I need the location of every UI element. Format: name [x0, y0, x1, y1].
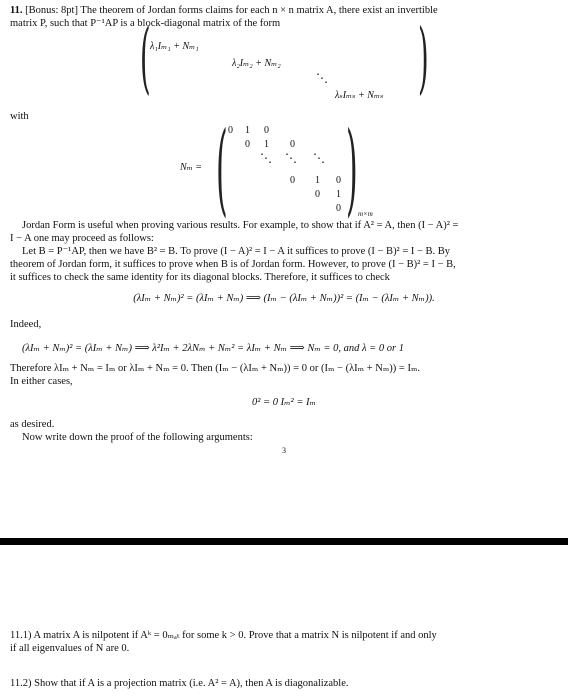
nm-r2-c2: 1 [264, 139, 269, 150]
nm-left-paren: ( [216, 110, 228, 227]
nm-dots-2: ⋱ [285, 151, 297, 165]
nm-r1-c3: 0 [264, 125, 269, 136]
problem-header-text: [Bonus: 8pt] The theorem of Jordan forms claims for each n × n matrix A, there exist an invertible [25, 5, 438, 16]
body-line-7: In either cases, [10, 376, 73, 387]
nm-r4-c2: 1 [336, 189, 341, 200]
nm-r2-c1: 0 [245, 139, 250, 150]
nm-right-paren: ) [346, 110, 358, 227]
equation-1: (λIₘ + Nₘ)² = (λIₘ + Nₘ) ⟹ (Iₘ − (λIₘ + Nₘ))² = (Iₘ − (λIₘ + Nₘ)). [133, 293, 435, 304]
body-line-8: as desired. [10, 419, 55, 430]
with-label: with [10, 111, 29, 122]
block-ds: λₛIₘₛ + Nₘₛ [335, 90, 384, 101]
equation-2: (λIₘ + Nₘ)² = (λIₘ + Nₘ) ⟹ λ²Iₘ + 2λNₘ + Nₘ² = λIₘ + Nₘ ⟹ Nₘ = 0, and λ = 0 or 1 [22, 343, 404, 354]
nm-r3-c3: 0 [336, 175, 341, 186]
body-line-6: Therefore λIₘ + Nₘ = Iₘ or λIₘ + Nₘ = 0. Then (Iₘ − (λIₘ + Nₘ)) = 0 or (Iₘ − (λIₘ + Nₘ)) = Iₘ. [10, 363, 421, 374]
nm-r4-c1: 0 [315, 189, 320, 200]
question-11-1-line2: if all eigenvalues of N are 0. [10, 643, 130, 654]
body-line-9: Now write down the proof of the following arguments: [22, 432, 253, 443]
body-line-1: Jordan Form is useful when proving various results. For example, to show that if A² = A, then (I − A)² = [22, 220, 459, 231]
nm-lhs: Nₘ = [180, 162, 203, 173]
problem-header [10, 4, 560, 17]
nm-dots-1: ⋱ [260, 151, 272, 165]
nm-dots-3: ⋱ [313, 151, 325, 165]
block-d1: λ₁Iₘ₁ + Nₘ₁ [150, 41, 199, 52]
equation-3: 0² = 0 Iₘ² = Iₘ [252, 397, 316, 408]
nm-r1-c1: 0 [228, 125, 233, 136]
nm-r1-c2: 1 [245, 125, 250, 136]
nm-r2-c3: 0 [290, 139, 295, 150]
nm-r3-c1: 0 [290, 175, 295, 186]
left-paren: ( [140, 13, 151, 103]
right-paren: ) [418, 13, 429, 103]
nm-r3-c2: 1 [315, 175, 320, 186]
indeed-label: Indeed, [10, 319, 42, 330]
nm-r5-c1: 0 [336, 203, 341, 214]
problem-header-line2: matrix P, such that P⁻¹AP is a block-diagonal matrix of the form [10, 18, 281, 29]
nm-size: m×m [358, 210, 373, 218]
page-separator [0, 538, 568, 545]
body-line-3: Let B = P⁻¹AP, then we have B² = B. To prove (I − A)² = I − A it suffices to prove (I − B)² = I − B. By [22, 246, 451, 257]
block-dots: ⋱ [316, 71, 328, 85]
question-11-1-line1: 11.1) A matrix A is nilpotent if Aᵏ = 0ₘₐₜ for some k > 0. Prove that a matrix N is nilpotent if and only [10, 630, 437, 641]
problem-number: 11. [10, 5, 23, 16]
page-number: 3 [282, 446, 286, 455]
question-11-2: 11.2) Show that if A is a projection matrix (i.e. A² = A), then A is diagonalizable. [10, 678, 349, 689]
body-line-2: I − A one may proceed as follows: [10, 233, 154, 244]
body-line-4: theorem of Jordan form, it suffices to prove when B is of Jordan form. However, to prove (I − B)² = I − B, [10, 259, 456, 270]
block-d2: λ₂Iₘ₂ + Nₘ₂ [232, 58, 281, 69]
body-line-5: it suffices to check the same identity for its diagonal blocks. Therefore, it suffices to check [10, 272, 390, 283]
